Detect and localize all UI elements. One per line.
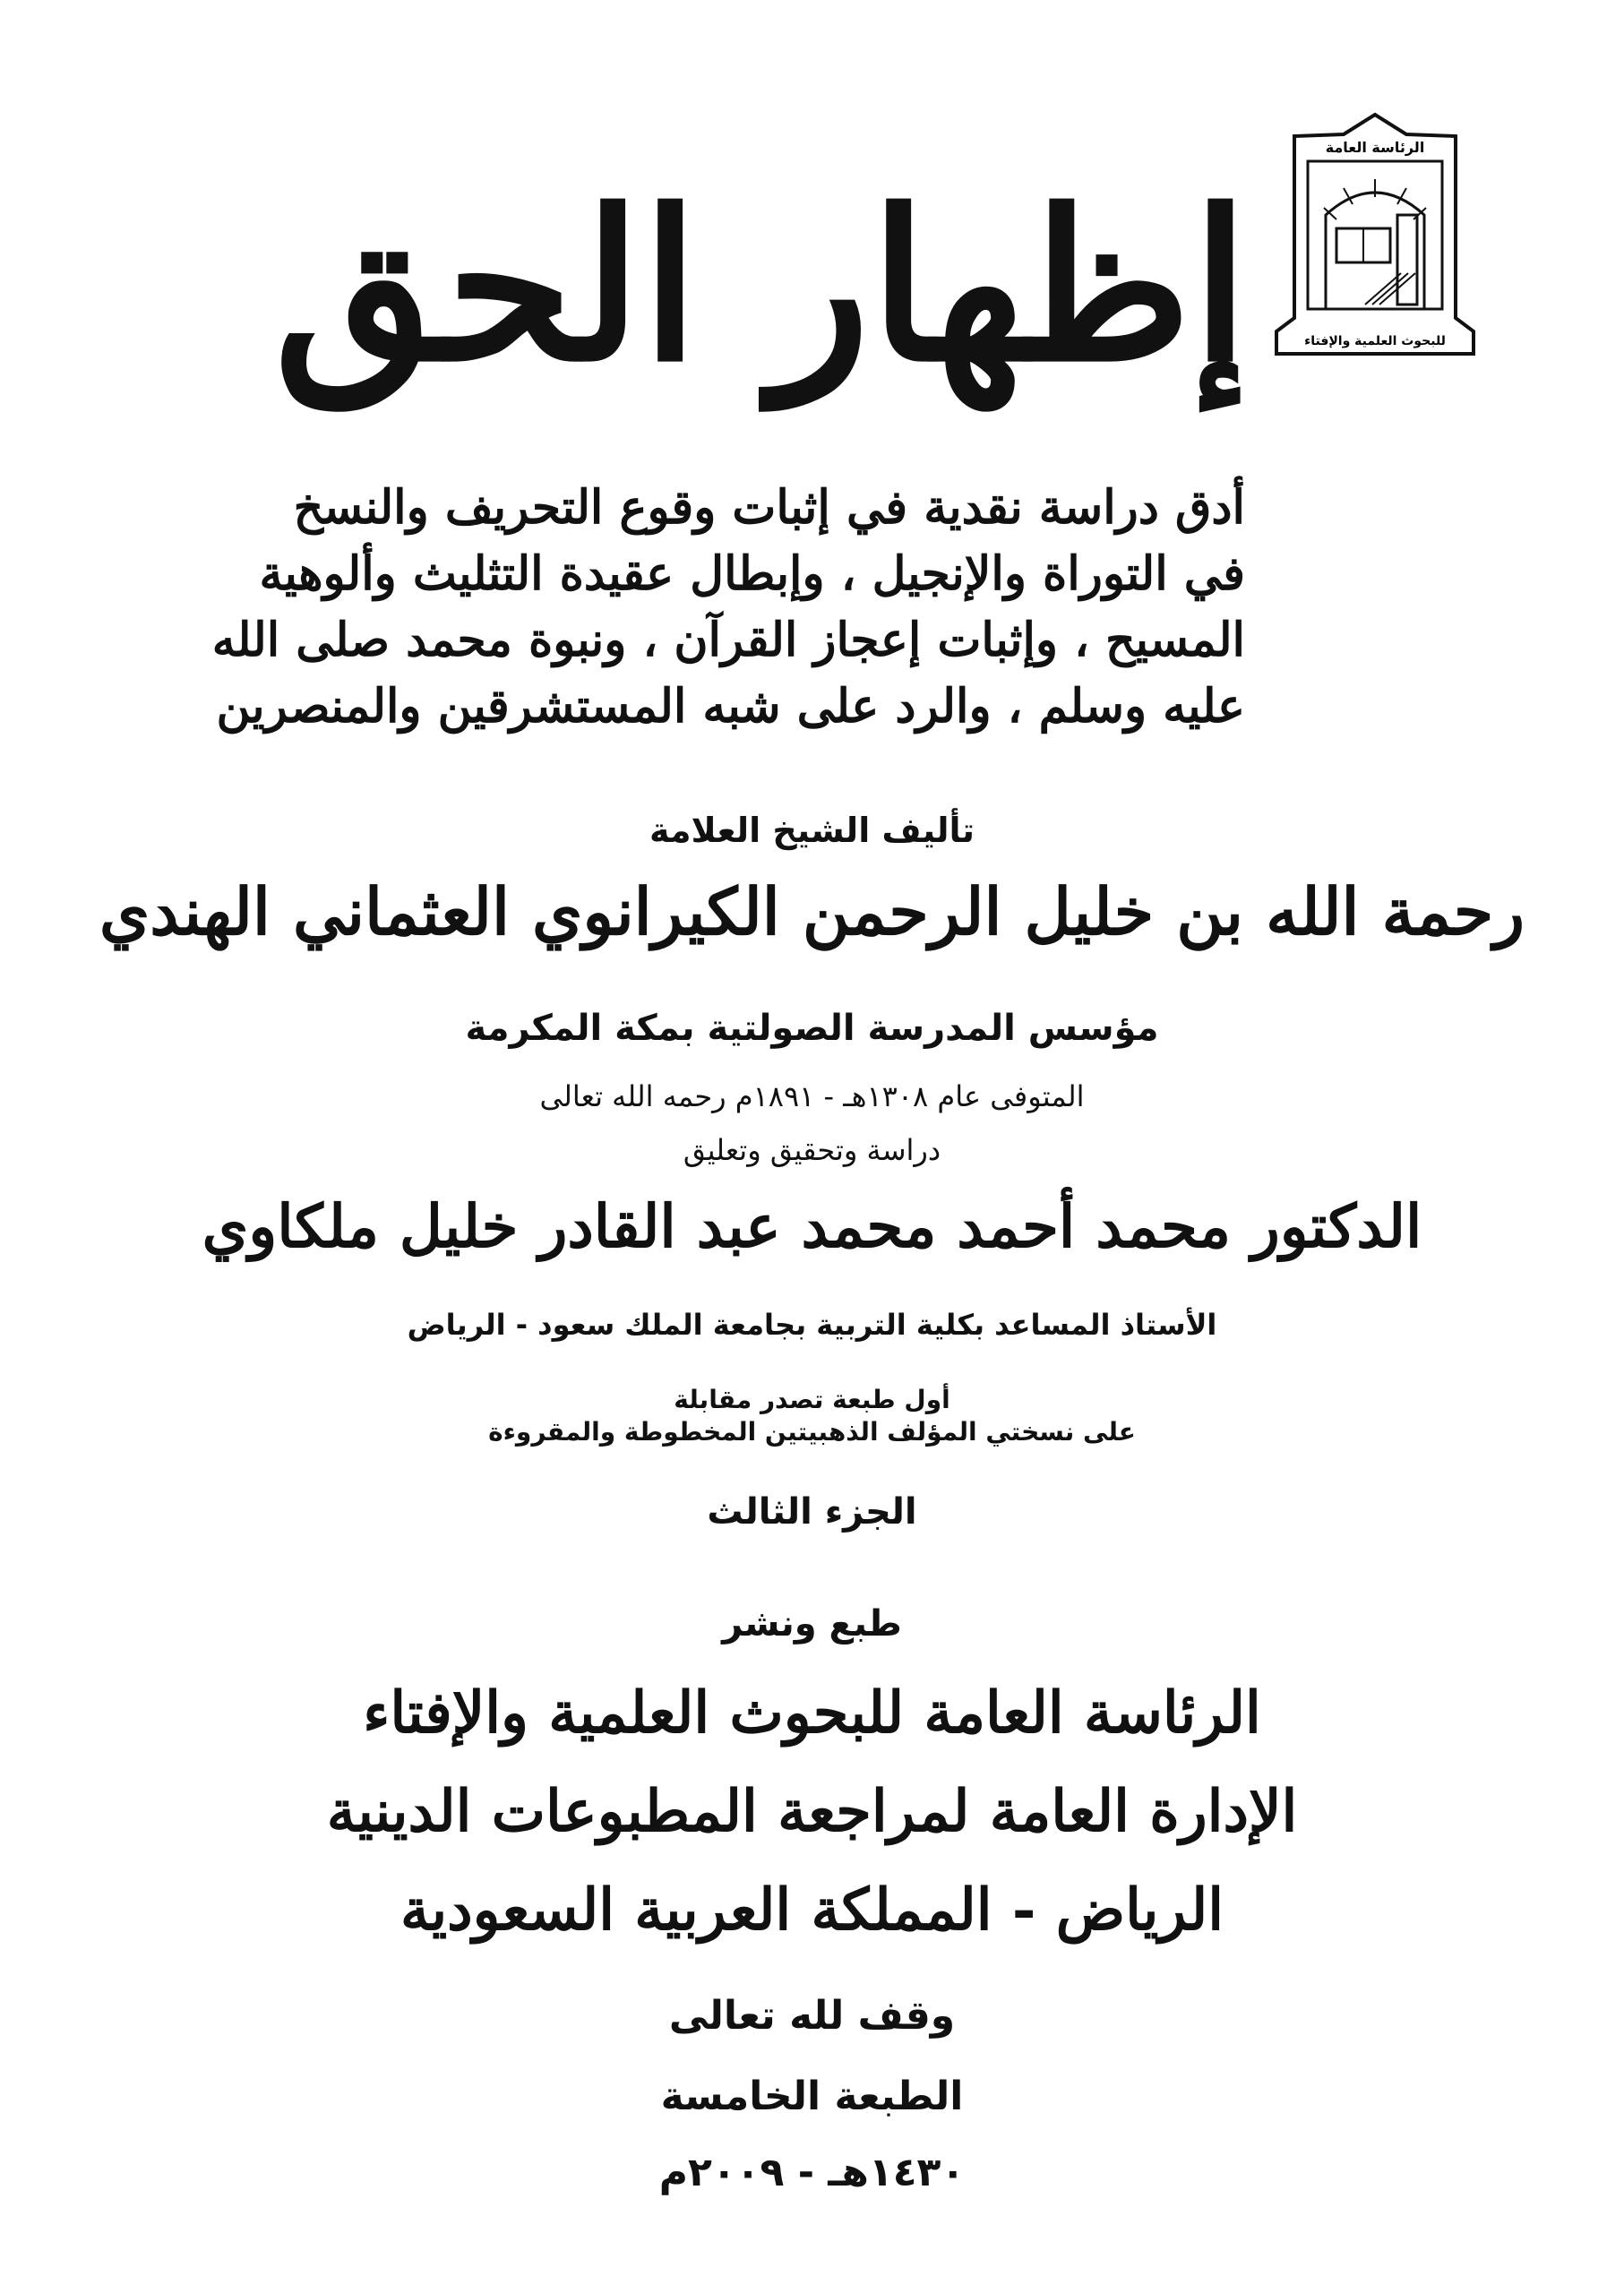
publish-label: طبع ونشر: [722, 1603, 902, 1645]
author-name: رحمة الله بن خليل الرحمن الكيرانوي العثماني الهندي: [99, 873, 1525, 949]
editor-name: الدكتور محمد أحمد محمد عبد القادر خليل ملكاوي: [202, 1191, 1422, 1261]
publication-year: ١٤٣٠هـ - ٢٠٠٩م: [658, 2150, 966, 2195]
edition-note: [0, 1384, 1624, 1448]
subtitle-line: في التوراة والإنجيل ، وإبطال عقيدة التثليث وألوهية: [259, 546, 1245, 601]
authorship-label: تأليف الشيخ العلامة: [649, 811, 975, 850]
emblem-bottom-text: للبحوث العلمية والإفتاء: [1304, 334, 1446, 348]
emblem-top-text: الرئاسة العامة: [1325, 139, 1425, 156]
edition-note-line: أول طبعة تصدر مقابلة: [674, 1385, 950, 1414]
waqf-note: وقف لله تعالى: [668, 1993, 956, 2039]
edition-label: الطبعة الخامسة: [660, 2074, 964, 2119]
editor-affiliation: الأستاذ المساعد بكلية التربية بجامعة الملك سعود - الرياض: [407, 1308, 1217, 1342]
subtitle-line: أدق دراسة نقدية في إثبات وقوع التحريف والنسخ: [293, 480, 1245, 535]
editor-label: دراسة وتحقيق وتعليق: [683, 1133, 941, 1167]
publisher-line: الرئاسة العامة للبحوث العلمية والإفتاء: [363, 1679, 1261, 1747]
subtitle-line: عليه وسلم ، والرد على شبه المستشرقين والمنصرين: [216, 679, 1245, 734]
book-title: إظهار الحق: [273, 166, 1250, 408]
edition-note-line: على نسختي المؤلف الذهبيتين المخطوطة والمقروءة: [488, 1417, 1136, 1447]
publisher-line: الرياض - المملكة العربية السعودية: [400, 1876, 1224, 1944]
volume-label: الجزء الثالث: [707, 1491, 917, 1533]
publisher-emblem-icon: [1272, 107, 1478, 367]
author-death-date: المتوفى عام ١٣٠٨هـ - ١٨٩١م رحمه الله تعالى: [539, 1079, 1085, 1113]
book-subtitle: [211, 475, 1245, 740]
author-role: مؤسس المدرسة الصولتية بمكة المكرمة: [465, 1008, 1159, 1049]
publisher-line: الإدارة العامة لمراجعة المطبوعات الدينية: [326, 1778, 1298, 1845]
subtitle-line: المسيح ، وإثبات إعجاز القرآن ، ونبوة محمد صلى الله: [211, 613, 1245, 667]
